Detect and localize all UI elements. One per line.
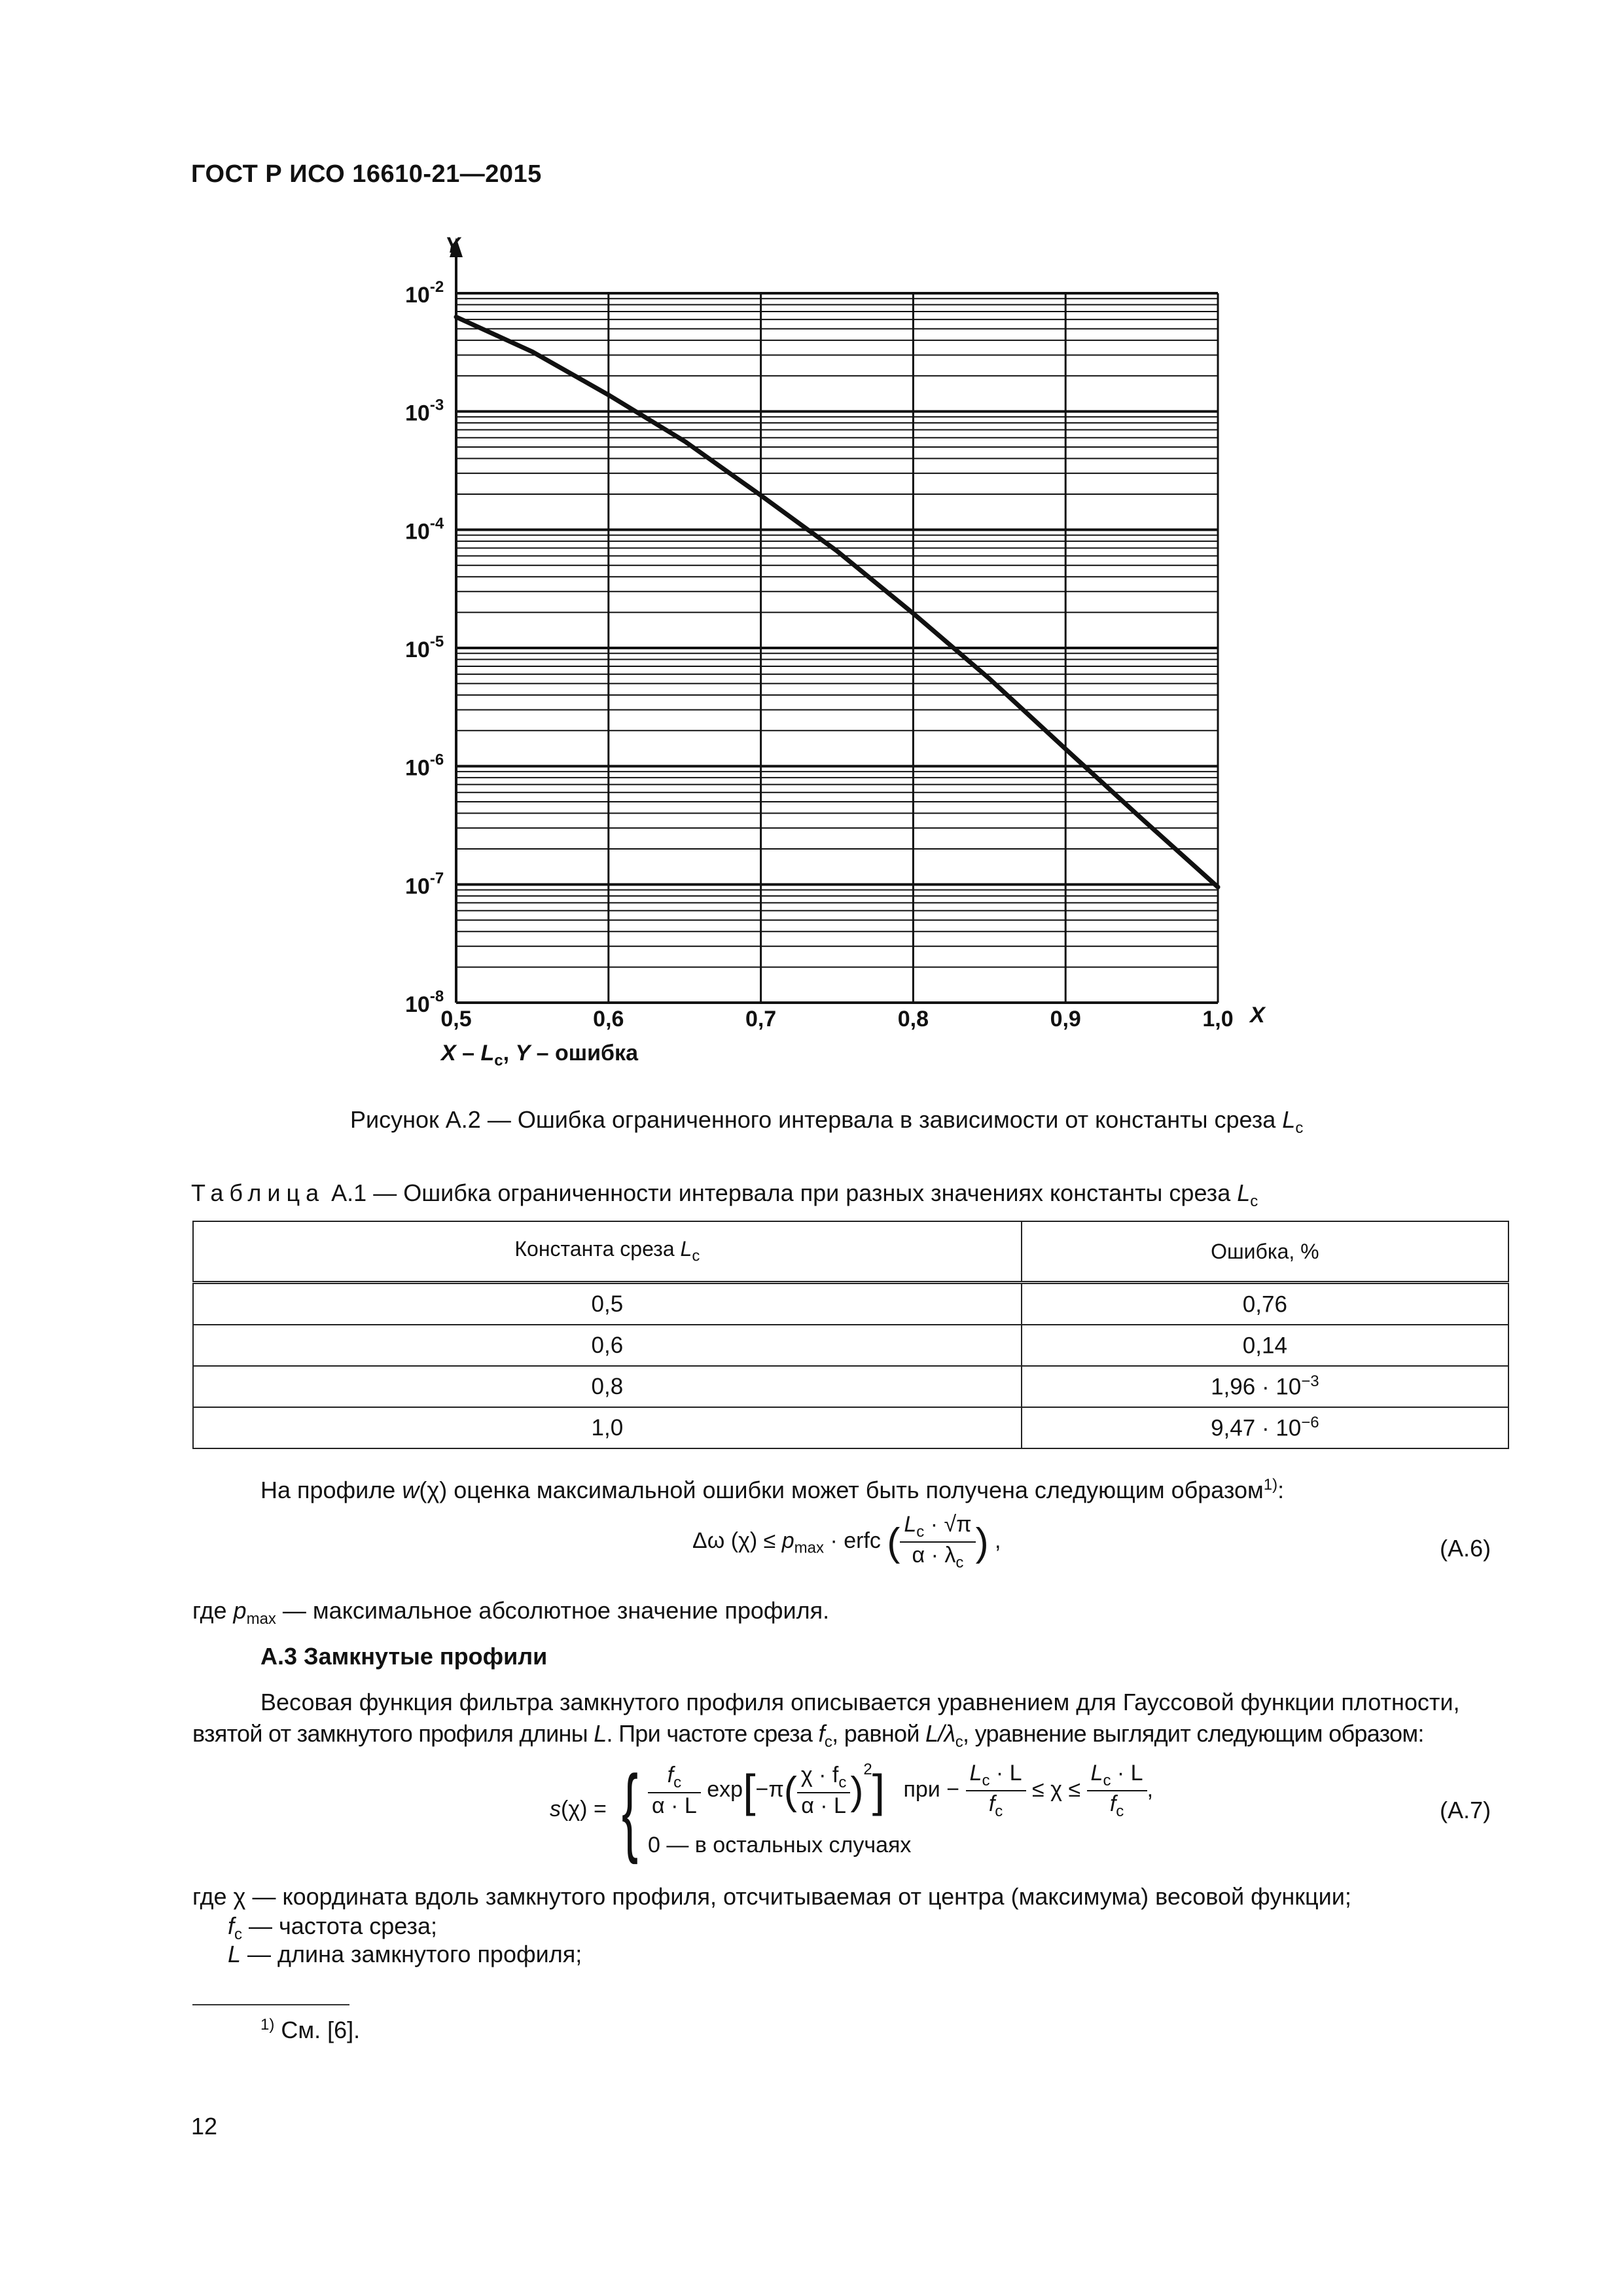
footnote: $^{1)}$ См. [6]. [260,2016,361,2043]
cell-lc: 1,0 [193,1407,1022,1448]
section-heading: А.3 Замкнутые профили [260,1643,548,1670]
page-number: 12 [191,2113,218,2140]
axis-legend: X – $L_c$, Y – ошибка [441,1041,638,1069]
where-chi: где χ — координата вдоль замкнутого профиля, отсчитываемая от центра (максимума) весовой функции; [192,1883,1351,1910]
paragraph-pmax: где $p_{max}$ — максимальное абсолютное значение профиля. [192,1597,830,1628]
paragraph-weight-line2: взятой от замкнутого профиля длины L. При частоте среза $f_c$, равной $L/\lambda_c$, уравнение выглядит следующим образом: [192,1720,1424,1751]
x-tick-label: 0,9 [1050,1007,1081,1031]
col-header-lc: Константа среза $L_c$ [193,1221,1022,1283]
x-tick-label: 0,6 [593,1007,624,1031]
cell-lc: 0,5 [193,1283,1022,1325]
equation-number-a6: (А.6) [1440,1535,1491,1562]
footnote-separator [192,2004,349,2005]
col-header-error: Ошибка, % [1022,1221,1508,1283]
equation-a6: Δω $(\chi) \le p_{max}$ · erfc ( $\frac{L_c \cdot √\pi}{\alpha \cdot \lambda_c}$ ) , [692,1512,1001,1571]
cell-error: 0,76 [1022,1283,1508,1325]
table-header-row [193,1221,1508,1283]
y-tick-label: $10^{-8}$ [405,988,444,1017]
x-tick-label: 0,5 [440,1007,472,1031]
y-tick-label: $10^{-6}$ [405,751,444,781]
equation-a7: s(χ) = { $\frac{f_c}{\alpha \cdot L}$ exp[−π( $\frac{\chi \cdot f_c}{\alpha \cdot L}$ )$^2$] при − $\frac{L_c \cdot L}{f_c}$ ≤ χ ≤ $\frac{L_c \cdot L}{f_c}$ , 0 — в остальных случаях [550,1755,1154,1865]
where-fc: $f_c$ — частота среза; [228,1912,437,1944]
chart-y-ticks [405,278,444,1017]
y-tick-label: $10^{-2}$ [405,278,444,308]
cell-lc: 0,8 [193,1366,1022,1407]
error-chart [0,0,1623,1100]
x-tick-label: 1,0 [1202,1007,1234,1031]
chart-x-ticks [440,1007,1233,1031]
where-L: L — длина замкнутого профиля; [228,1941,582,1967]
y-tick-label: $10^{-4}$ [405,514,444,545]
cell-error: $1,96 \cdot 10^{-3}$ [1022,1366,1508,1407]
y-tick-label: $10^{-7}$ [405,869,444,899]
error-table [192,1221,1509,1449]
figure-caption: Рисунок А.2 — Ошибка ограниченного интервала в зависимости от константы среза $L_c$ [350,1106,1304,1138]
table-row [193,1325,1508,1366]
chart-axes [450,238,1218,1003]
chart-grid-minor [456,298,1218,967]
table-row [193,1283,1508,1325]
table-row [193,1407,1508,1448]
cell-error: $9,47 \cdot 10^{-6}$ [1022,1407,1508,1448]
x-axis-label: X [1250,1003,1265,1028]
y-tick-label: $10^{-3}$ [405,396,444,426]
x-tick-label: 0,8 [897,1007,929,1031]
cell-error: 0,14 [1022,1325,1508,1366]
y-tick-label: $10^{-5}$ [405,633,444,662]
paragraph-max-error: На профиле w(χ) оценка максимальной ошибки может быть получена следующим образом$^{1)}$: [260,1476,1285,1503]
y-axis-label: Y [445,233,460,258]
paragraph-weight-line1: Весовая функция фильтра замкнутого профиля описывается уравнением для Гауссовой функции плотности, [260,1689,1460,1715]
table-title: Таблица А.1 — Ошибка ограниченности интервала при разных значениях константы среза $L_c$ [191,1179,1258,1211]
cell-lc: 0,6 [193,1325,1022,1366]
document-header: ГОСТ Р ИСО 16610-21—2015 [191,160,542,188]
equation-number-a7: (А.7) [1440,1797,1491,1823]
x-tick-label: 0,7 [745,1007,777,1031]
table-row [193,1366,1508,1407]
